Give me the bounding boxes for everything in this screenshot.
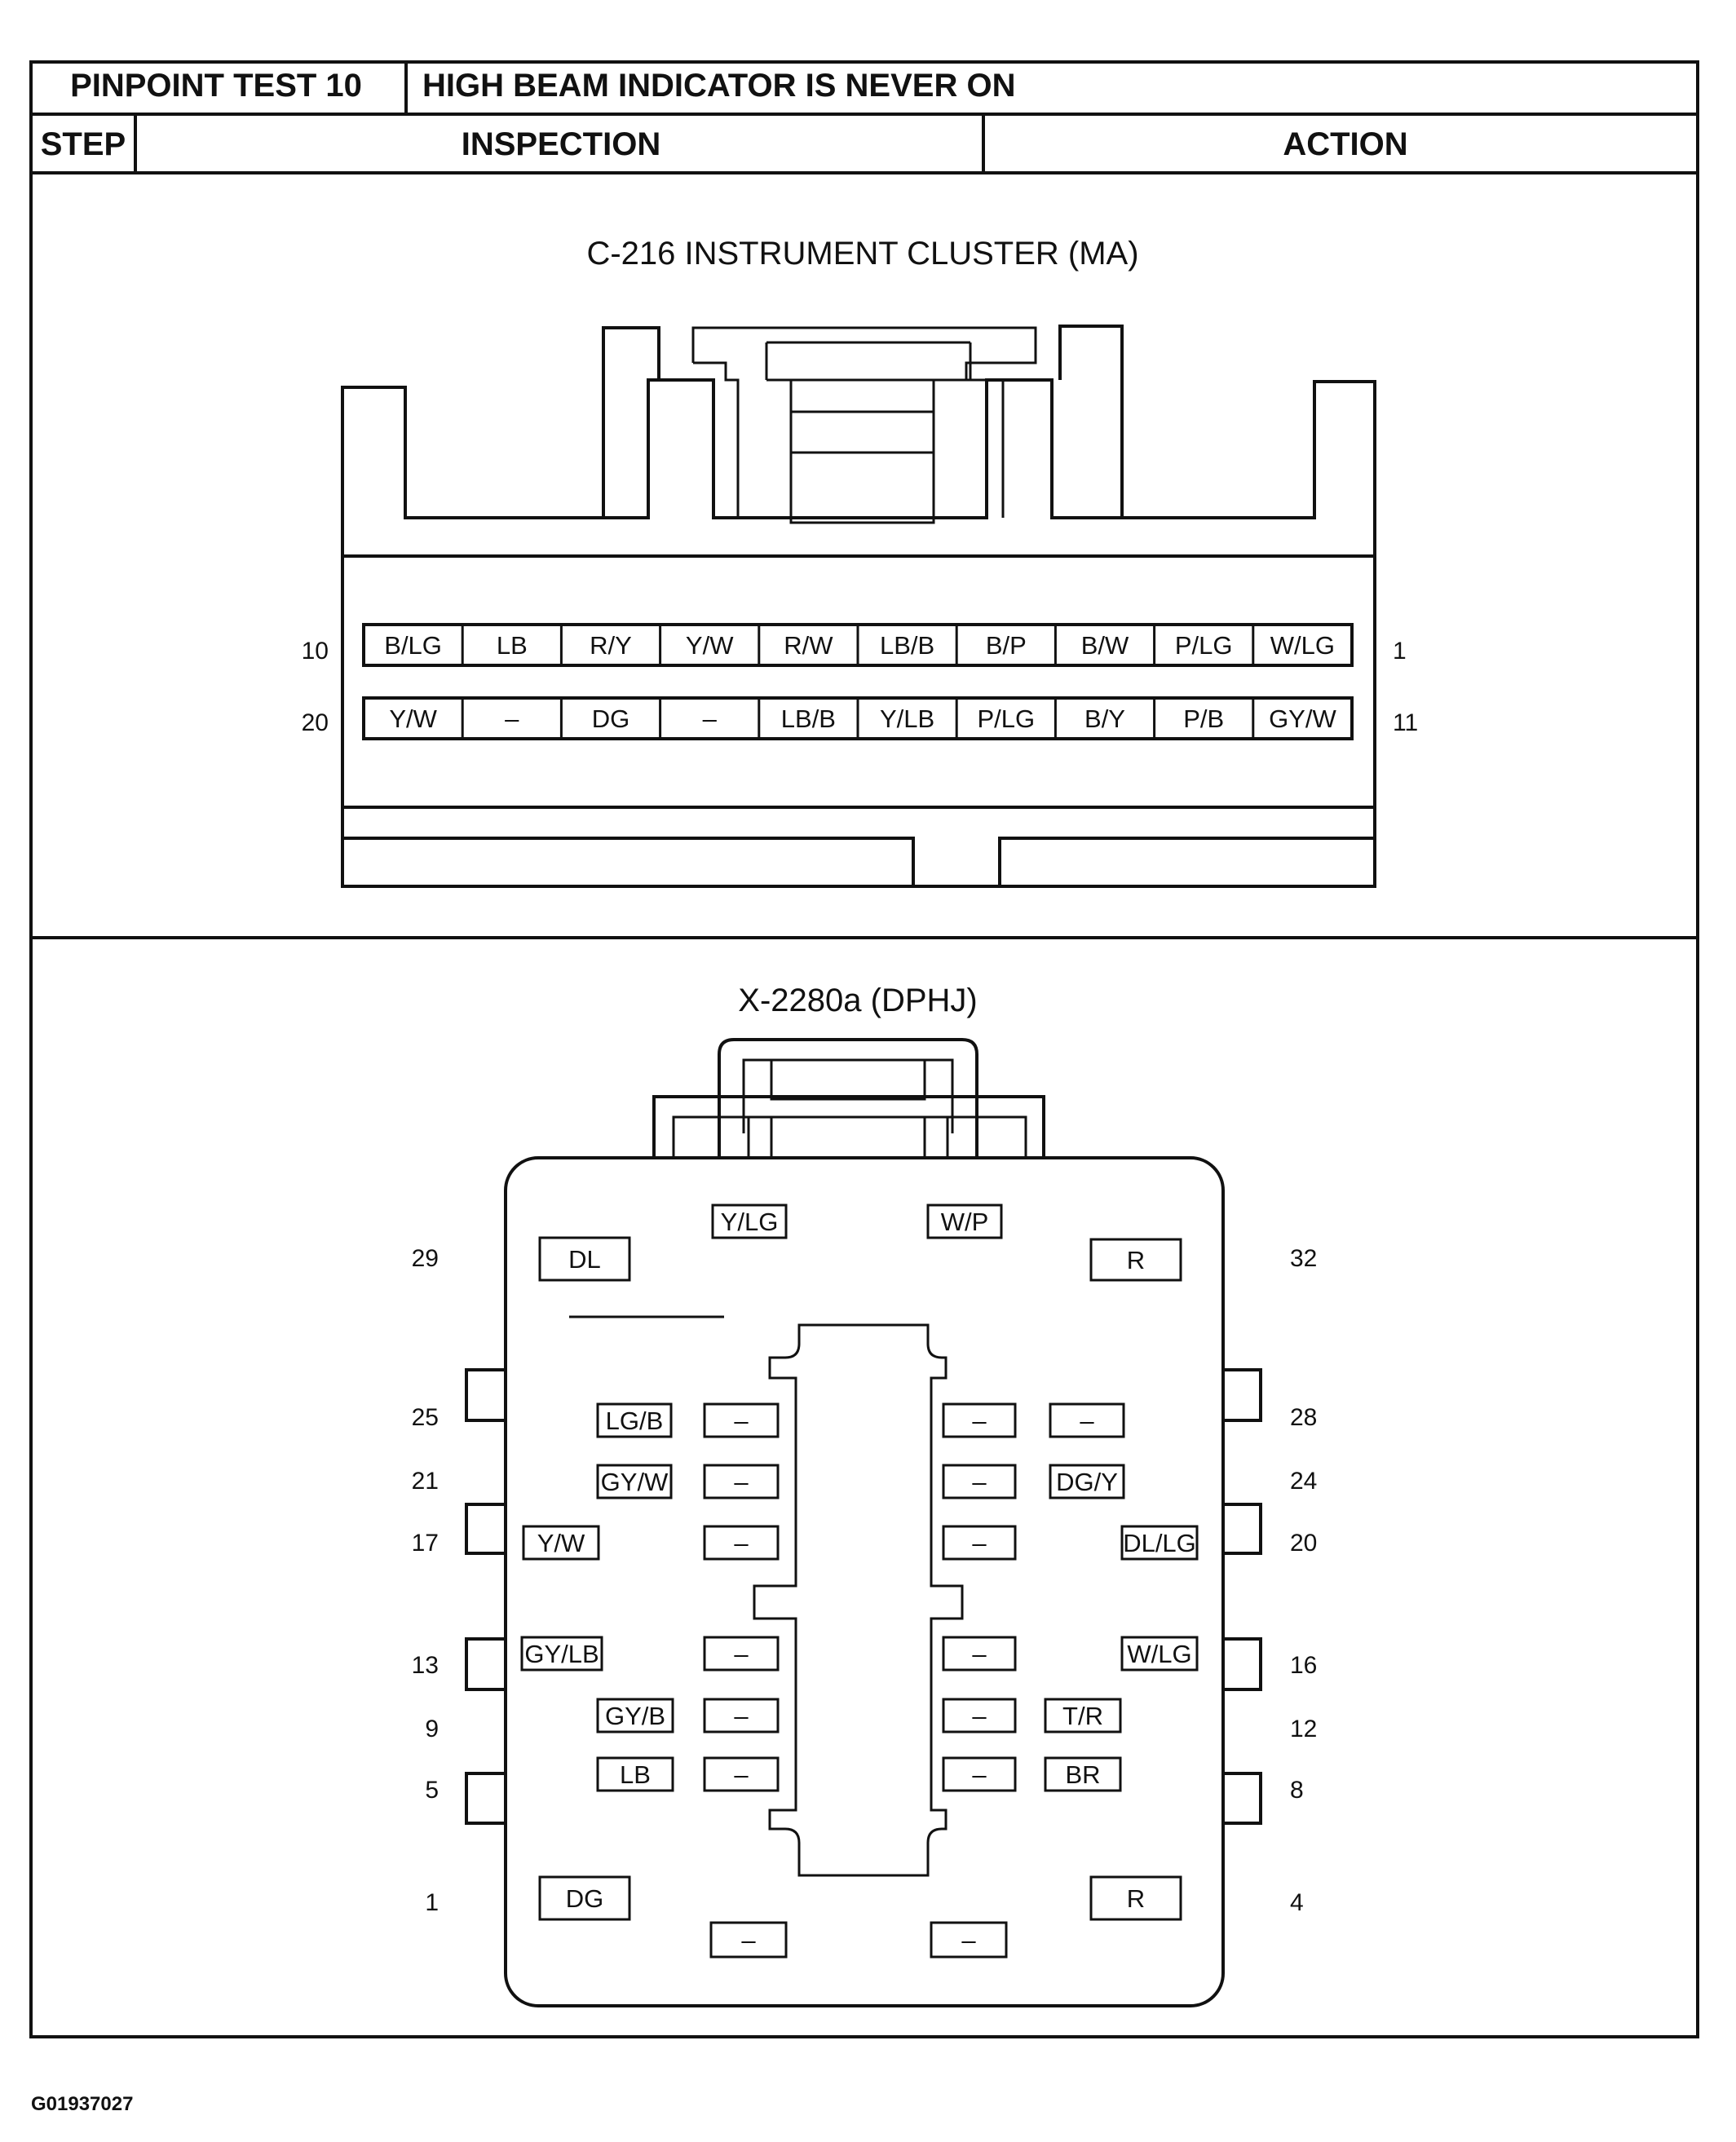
x2280-wire-r6c4 <box>1045 1758 1120 1791</box>
x2280-wire-pin32 <box>1091 1239 1181 1280</box>
c216-row1-wire-7-label: B/P <box>985 631 1027 660</box>
pin-number-12: 12 <box>1290 1716 1318 1742</box>
column-action: ACTION <box>1283 126 1408 162</box>
x2280-wire-pin29 <box>540 1238 629 1280</box>
c216-row1-wire-9-label: P/LG <box>1174 631 1233 660</box>
c216-row1-wire-8 <box>1081 631 1129 660</box>
c216-row1-wire-4-label: Y/W <box>685 631 734 660</box>
connector-x2280a <box>412 983 1318 2006</box>
pin-number-17: 17 <box>411 1530 439 1557</box>
x2280-wire-r6c2-label: – <box>734 1760 749 1789</box>
c216-row2-wire-7-label: P/LG <box>977 704 1036 733</box>
c216-row2-wire-10 <box>1269 704 1336 733</box>
c216-row2-wire-1-label: Y/W <box>389 704 437 733</box>
x2280-wire-r4c3 <box>943 1637 1015 1670</box>
x2280-wire-r5c3-label: – <box>972 1702 987 1730</box>
x2280-wire-pin4 <box>1091 1877 1181 1919</box>
x2280-wire-top-1 <box>713 1205 786 1238</box>
test-title: HIGH BEAM INDICATOR IS NEVER ON <box>422 68 1016 104</box>
x2280-wire-r1c4-label: – <box>1080 1407 1094 1435</box>
x2280-wire-pin1-label: DG <box>565 1884 604 1913</box>
c216-row2-wire-1 <box>389 704 437 733</box>
x2280-wire-pin29-label: DL <box>568 1245 601 1274</box>
x2280-wire-top-2-label: W/P <box>940 1208 989 1236</box>
x2280-wire-r6c2 <box>705 1758 778 1791</box>
x2280-wire-bottom-2-label: – <box>961 1926 976 1954</box>
x2280-wire-r4c4-label: W/LG <box>1127 1640 1192 1668</box>
pin-number-8: 8 <box>1290 1777 1304 1804</box>
c216-row2-wire-3 <box>592 704 630 733</box>
x2280-wire-r5c3 <box>943 1699 1015 1732</box>
pin-number-1: 1 <box>1393 638 1407 665</box>
x2280-wire-r2c1 <box>598 1465 671 1498</box>
x2280-wire-pin32-label: R <box>1126 1246 1146 1274</box>
connector-c216-title: C-216 INSTRUMENT CLUSTER (MA) <box>586 236 1139 272</box>
c216-row1-wire-6-label: LB/B <box>879 631 935 660</box>
c216-row1-wire-9 <box>1175 631 1233 660</box>
c216-row2-wire-5-label: LB/B <box>780 704 837 733</box>
header-table <box>31 62 1698 2037</box>
c216-row2-wire-4-label: – <box>702 704 717 733</box>
pin-number-4: 4 <box>1290 1889 1304 1916</box>
c216-row1-wire-5 <box>784 631 833 660</box>
x2280-wire-pin4-label: R <box>1126 1884 1146 1913</box>
x2280-wire-r6c1-label: LB <box>620 1760 651 1789</box>
x2280-wire-r6c4-label: BR <box>1065 1760 1101 1789</box>
x2280-wire-r1c4 <box>1050 1404 1124 1437</box>
connector-c216-body <box>342 326 1375 886</box>
c216-row2-wire-4 <box>703 704 718 733</box>
c216-row1-wire-2 <box>497 631 528 660</box>
c216-row2-wire-6 <box>880 704 934 733</box>
x2280-wire-r2c2 <box>705 1465 778 1498</box>
c216-row2-wire-5 <box>781 704 836 733</box>
x2280-wire-r1c2 <box>705 1404 778 1437</box>
column-inspection: INSPECTION <box>461 126 661 162</box>
pin-number-20: 20 <box>301 709 329 736</box>
x2280-wire-r1c1 <box>598 1404 671 1437</box>
x2280-wire-r5c2 <box>705 1699 778 1732</box>
c216-row1-wire-6 <box>880 631 934 660</box>
x2280-wire-bottom-1-label: – <box>741 1926 756 1954</box>
c216-row2-wire-3-label: DG <box>591 704 630 733</box>
c216-row2-wire-2-label: – <box>505 704 519 733</box>
x2280-wire-r3c1 <box>523 1526 599 1559</box>
c216-row1-wire-7 <box>986 631 1027 660</box>
pin-number-5: 5 <box>425 1777 439 1804</box>
c216-row1-wire-2-label: LB <box>496 631 528 660</box>
figure-id: G01937027 <box>31 2093 134 2115</box>
pin-number-29: 29 <box>411 1245 439 1272</box>
x2280-wire-r3c1-label: Y/W <box>537 1529 585 1557</box>
pin-number-20: 20 <box>1290 1530 1318 1557</box>
c216-row2-wire-9-label: P/B <box>1183 704 1225 733</box>
c216-row2-wire-6-label: Y/LB <box>879 704 935 733</box>
x2280-wire-r4c2 <box>705 1637 778 1670</box>
connector-x2280a-title: X-2280a (DPHJ) <box>738 983 978 1018</box>
test-label: PINPOINT TEST 10 <box>70 68 362 104</box>
connector-x2280a-body <box>466 1040 1261 2006</box>
x2280-wire-r3c4 <box>1122 1526 1197 1559</box>
c216-row1-wire-8-label: B/W <box>1080 631 1129 660</box>
x2280-wire-r5c1-label: GY/B <box>604 1702 666 1730</box>
c216-row1-wire-5-label: R/W <box>784 631 833 660</box>
c216-row1-wire-10 <box>1270 631 1335 660</box>
x2280-wire-r1c3 <box>943 1404 1015 1437</box>
x2280-wire-r5c2-label: – <box>734 1702 749 1730</box>
pin-number-24: 24 <box>1290 1468 1318 1495</box>
pin-number-16: 16 <box>1290 1652 1318 1679</box>
c216-row1-wire-4 <box>686 631 734 660</box>
pin-number-32: 32 <box>1290 1245 1318 1272</box>
c216-row2-wire-7 <box>977 704 1035 733</box>
x2280-wire-top-2 <box>928 1205 1001 1238</box>
x2280-wire-r6c3-label: – <box>972 1760 987 1789</box>
c216-row2-wire-2 <box>505 704 519 733</box>
x2280-wire-r5c4-label: T/R <box>1062 1702 1103 1730</box>
x2280-wire-r4c3-label: – <box>972 1640 987 1668</box>
pin-number-25: 25 <box>411 1404 439 1431</box>
pin-number-13: 13 <box>411 1652 439 1679</box>
x2280-wire-bottom-1 <box>711 1923 786 1957</box>
c216-row1-wire-3-label: R/Y <box>590 631 632 660</box>
x2280-wire-r2c3 <box>943 1465 1015 1498</box>
c216-row1-wire-3 <box>590 631 632 660</box>
x2280-wire-bottom-2 <box>931 1923 1006 1957</box>
pin-number-11: 11 <box>1393 709 1419 736</box>
connector-c216 <box>302 236 1419 886</box>
x2280-wire-r1c3-label: – <box>972 1407 987 1435</box>
x2280-wire-r2c4-label: DG/Y <box>1056 1468 1118 1496</box>
c216-row1-wire-10-label: W/LG <box>1270 631 1336 660</box>
pin-number-9: 9 <box>425 1716 439 1742</box>
x2280-wire-r5c1 <box>598 1699 673 1732</box>
c216-row-2 <box>364 698 1352 739</box>
pin-number-28: 28 <box>1290 1404 1318 1431</box>
x2280-wire-r4c1 <box>522 1637 602 1670</box>
x2280-wire-r5c4 <box>1045 1699 1120 1732</box>
x2280-wire-r1c2-label: – <box>734 1407 749 1435</box>
x2280-wire-r4c2-label: – <box>734 1640 749 1668</box>
x2280-wire-r1c1-label: LG/B <box>605 1407 664 1435</box>
x2280-wire-r4c1-label: GY/LB <box>524 1640 599 1668</box>
c216-row2-wire-8-label: B/Y <box>1084 704 1125 733</box>
x2280-wire-r2c2-label: – <box>734 1468 749 1496</box>
x2280-wire-r2c3-label: – <box>972 1468 987 1496</box>
x2280-wire-r3c2-label: – <box>734 1529 749 1557</box>
x2280-wire-r2c1-label: GY/W <box>600 1468 669 1496</box>
x2280-wire-r6c3 <box>943 1758 1015 1791</box>
x2280-wire-r3c3 <box>943 1526 1015 1559</box>
pin-number-1: 1 <box>425 1889 439 1916</box>
x2280-wire-top-1-label: Y/LG <box>720 1208 779 1236</box>
c216-row1-wire-1-label: B/LG <box>384 631 442 660</box>
x2280-wire-r3c2 <box>705 1526 778 1559</box>
c216-row2-wire-8 <box>1084 704 1125 733</box>
c216-row2-wire-9 <box>1183 704 1224 733</box>
c216-row1-wire-1 <box>384 631 442 660</box>
x2280-wire-r2c4 <box>1050 1465 1124 1498</box>
x2280-wire-r3c4-label: DL/LG <box>1123 1529 1196 1557</box>
x2280-wire-r4c4 <box>1122 1637 1197 1670</box>
pin-number-21: 21 <box>411 1468 439 1495</box>
column-step: STEP <box>40 126 126 162</box>
x2280-wire-pin1 <box>540 1877 629 1919</box>
pin-number-10: 10 <box>301 638 329 665</box>
x2280-wire-r6c1 <box>598 1758 673 1791</box>
c216-row-1 <box>364 625 1352 665</box>
x2280-wire-r3c3-label: – <box>972 1529 987 1557</box>
c216-row2-wire-10-label: GY/W <box>1269 704 1336 733</box>
